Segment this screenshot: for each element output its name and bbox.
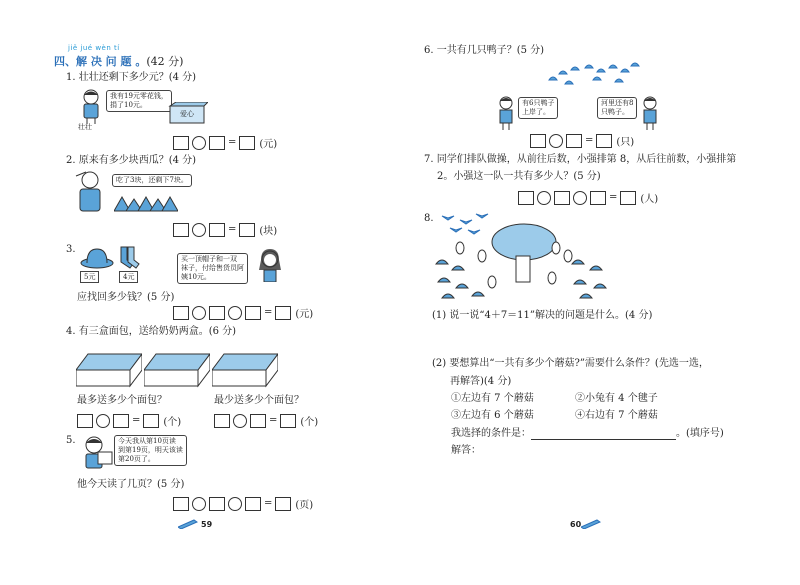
choose-condition-line	[451, 427, 724, 440]
answer-row-q2: = (块)	[173, 222, 277, 237]
operator-circle[interactable]	[96, 414, 110, 428]
answer-box[interactable]	[530, 134, 546, 148]
bubble-line: 到第19页，明天该读	[118, 446, 183, 454]
answer-row-q3: = (元)	[173, 305, 313, 320]
unit-label: (人)	[640, 194, 659, 205]
choose-prefix: 我选择的条件是：	[451, 428, 531, 439]
option-4: ④右边有 7 个蘑菇	[575, 410, 658, 421]
answer-box[interactable]	[245, 497, 261, 511]
answer-box[interactable]	[209, 223, 225, 237]
unit-label: (页)	[295, 500, 314, 511]
question-5-number: 5.	[66, 435, 76, 446]
section-score: (42 分)	[146, 55, 184, 68]
question-7-line-2: 2。小强这一队一共有多少人？(5 分)	[437, 171, 601, 182]
operator-circle[interactable]	[228, 306, 242, 320]
answer-box[interactable]	[239, 223, 255, 237]
speech-bubble-q5	[114, 435, 187, 466]
bread-box-2-illustration	[144, 350, 210, 388]
question-7-line-1: 7. 同学们排队做操，从前往后数，小强排第 8，从后往前数，小强排第	[424, 154, 737, 165]
question-3-number: 3.	[66, 244, 76, 255]
answer-box[interactable]	[209, 136, 225, 150]
hat-illustration	[80, 247, 114, 269]
child-right-illustration	[640, 96, 660, 130]
socks-illustration	[118, 246, 140, 270]
page-number-right: 60	[570, 520, 582, 529]
boy-name-label: 壮壮	[78, 123, 92, 131]
question-2: 2. 原来有多少块西瓜？(4 分)	[66, 155, 197, 166]
answer-box[interactable]	[77, 414, 93, 428]
donation-box-label: 爱心	[180, 110, 194, 118]
unit-label: (只)	[616, 137, 635, 148]
answer-row-q4-2: = (个)	[214, 413, 318, 428]
answer-box[interactable]	[275, 497, 291, 511]
answer-box[interactable]	[596, 134, 612, 148]
answer-box[interactable]	[214, 414, 230, 428]
answer-box[interactable]	[173, 306, 189, 320]
speech-bubble-q6-left	[518, 97, 558, 119]
answer-box[interactable]	[173, 223, 189, 237]
unit-label: (个)	[163, 417, 182, 428]
section-title	[54, 53, 183, 69]
question-4: 4. 有三盒面包，送给奶奶两盒。(6 分)	[66, 326, 237, 337]
price-tag-hat: 5元	[80, 271, 99, 283]
bubble-line: 上岸了。	[522, 108, 550, 116]
bubble-line: 第20页了。	[118, 455, 155, 463]
speech-bubble-q6-right	[597, 97, 637, 119]
operator-circle[interactable]	[192, 136, 206, 150]
speech-bubble-q3	[177, 253, 248, 284]
option-2: ②小兔有 4 个毽子	[575, 393, 658, 404]
question-5: 他今天读了几页？(5 分)	[77, 479, 185, 490]
unit-label: (块)	[259, 226, 278, 237]
answer-row-q1: = (元)	[173, 135, 277, 150]
operator-circle[interactable]	[228, 497, 242, 511]
section-pinyin: jiě jué wèn tí	[68, 44, 120, 52]
answer-box[interactable]	[250, 414, 266, 428]
option-1: ①左边有 7 个蘑菇	[451, 393, 534, 404]
operator-circle[interactable]	[233, 414, 247, 428]
operator-circle[interactable]	[537, 191, 551, 205]
answer-box[interactable]	[239, 136, 255, 150]
bubble-line: 只鸭子。	[601, 108, 629, 116]
speech-bubble-q1	[106, 90, 172, 112]
child-left-illustration	[496, 96, 516, 130]
bubble-line: 我有19元零花钱，	[110, 92, 168, 100]
answer-box[interactable]	[554, 191, 570, 205]
bubble-line: 姨10元。	[181, 273, 211, 281]
question-8-sub-1: (1) 说一说“4＋7＝11”解决的问题是什么。(4 分)	[432, 310, 653, 321]
bubble-line: 买一顶帽子和一双	[181, 255, 237, 263]
unit-label: (个)	[300, 417, 319, 428]
answer-box[interactable]	[209, 306, 225, 320]
question-8-number: 8.	[424, 213, 434, 224]
answer-row-q5: = (页)	[173, 496, 313, 511]
answer-row-q4-1: = (个)	[77, 413, 181, 428]
answer-label: 解答：	[451, 445, 481, 456]
question-6: 6. 一共有几只鸭子？(5 分)	[424, 45, 545, 56]
grandpa-illustration	[72, 170, 108, 214]
choose-suffix: 。(填序号)	[676, 428, 724, 439]
operator-circle[interactable]	[549, 134, 563, 148]
bubble-line: 今天我从第10页读	[118, 437, 176, 445]
bubble-line: 有6只鸭子	[522, 99, 555, 107]
choose-answer-blank[interactable]	[531, 429, 676, 440]
unit-label: (元)	[295, 309, 314, 320]
answer-box[interactable]	[113, 414, 129, 428]
question-4-sub-2: 最少送多少个面包？	[214, 395, 304, 406]
answer-box[interactable]	[173, 136, 189, 150]
answer-box[interactable]	[173, 497, 189, 511]
answer-box[interactable]	[566, 134, 582, 148]
answer-row-q7: = (人)	[518, 190, 658, 205]
unit-label: (元)	[259, 139, 278, 150]
bread-box-3-illustration	[212, 350, 278, 388]
answer-box[interactable]	[620, 191, 636, 205]
answer-box[interactable]	[209, 497, 225, 511]
bread-box-1-illustration	[76, 350, 142, 388]
bubble-line: 袜子，付给售货员阿	[181, 264, 244, 272]
question-1: 1. 壮壮还剩下多少元？(4 分)	[66, 72, 197, 83]
pencil-icon	[178, 519, 198, 529]
girl-illustration	[255, 248, 285, 282]
question-8-sub-2-line-1: (2) 要想算出“一共有多少个蘑菇?”需要什么条件？(先选一选，	[432, 358, 709, 369]
page-number-left: 59	[201, 520, 213, 529]
question-8-sub-2-line-2: 再解答)(4 分)	[450, 376, 512, 387]
answer-box[interactable]	[590, 191, 606, 205]
option-3: ③左边有 6 个蘑菇	[451, 410, 534, 421]
operator-circle[interactable]	[192, 497, 206, 511]
answer-box[interactable]	[280, 414, 296, 428]
answer-box[interactable]	[518, 191, 534, 205]
bubble-line: 捐了10元。	[110, 101, 147, 109]
price-tag-socks: 4元	[119, 271, 138, 283]
pencil-icon	[581, 519, 601, 529]
answer-row-q6: = (只)	[530, 133, 634, 148]
operator-circle[interactable]	[573, 191, 587, 205]
bubble-line: 河里还有8	[601, 99, 634, 107]
answer-box[interactable]	[275, 306, 291, 320]
ducks-illustration	[545, 58, 645, 90]
mushrooms-and-rabbits-illustration	[432, 212, 612, 304]
operator-circle[interactable]	[192, 223, 206, 237]
answer-box[interactable]	[143, 414, 159, 428]
section-title-text: 四、解 决 问 题 。	[54, 55, 147, 68]
answer-box[interactable]	[245, 306, 261, 320]
reading-boy-illustration	[80, 436, 116, 470]
question-4-sub-1: 最多送多少个面包？	[77, 395, 167, 406]
boy-illustration	[76, 88, 106, 124]
watermelon-slices-illustration	[114, 193, 178, 213]
question-3: 应找回多少钱？(5 分)	[77, 292, 175, 303]
speech-bubble-q2: 吃了3块，还剩下7块。	[112, 174, 192, 187]
operator-circle[interactable]	[192, 306, 206, 320]
